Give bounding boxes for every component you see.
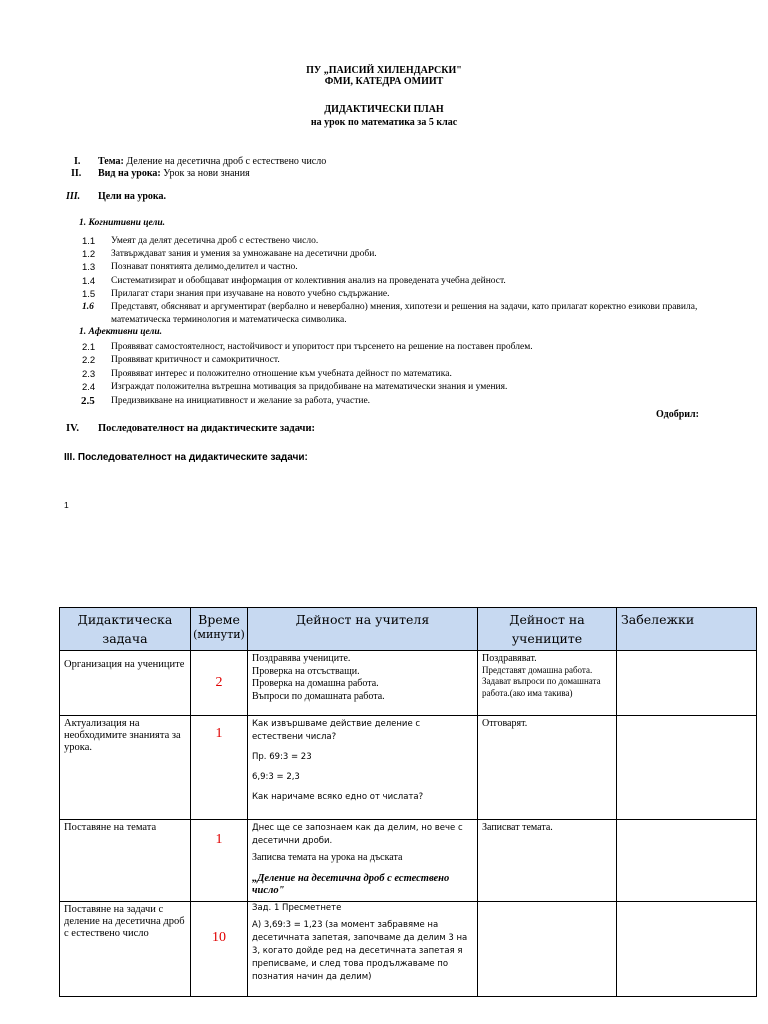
teacher-cell xyxy=(248,651,478,716)
university-name: ПУ „ПАИСИЙ ХИЛЕНДАРСКИ" xyxy=(306,65,462,76)
goal-item: Проявяват критичност и самокритичност. xyxy=(111,355,280,365)
students-cell: Записват темата. xyxy=(478,820,617,902)
header-notes: Забележки xyxy=(617,608,757,651)
goal-item: Познават понятията делимо,делител и частно. xyxy=(111,262,298,272)
table-row xyxy=(60,820,757,902)
goal-item: Предизвикване на инициативност и желание за работа, участие. xyxy=(111,396,371,406)
sequence-repeat-heading: III. Последователност на дидактическите задачи: xyxy=(64,452,308,463)
approved-label: Одобрил: xyxy=(656,409,699,420)
goal-item: Затвърждават зания и умения за умножаване на десетични дроби. xyxy=(111,249,377,259)
goal-number: 2.3 xyxy=(82,369,96,380)
goal-number: 1.2 xyxy=(82,249,96,260)
cognitive-goals-heading: 1. Когнитивни цели. xyxy=(79,218,166,228)
goal-number: 1.1 xyxy=(82,236,96,247)
page-number: 1 xyxy=(64,500,69,510)
document-title: ДИДАКТИЧЕСКИ ПЛАН xyxy=(324,104,444,115)
goal-number: 2.4 xyxy=(82,382,96,393)
lesson-type-label: Вид на урока: xyxy=(98,168,161,179)
topic-number: I. xyxy=(74,156,81,167)
table-row xyxy=(60,651,757,716)
header-students: Дейност на учениците xyxy=(478,608,617,651)
teacher-line: Поздравява учениците. xyxy=(252,653,351,664)
goals-label: Цели на урока. xyxy=(98,191,167,202)
task-cell: Поставяне на задачи с деление на десетична дроб с естествено число xyxy=(60,902,191,997)
students-cell xyxy=(478,902,617,997)
teacher-line: Записва темата на урока на дъската xyxy=(252,852,403,863)
lesson-plan-table xyxy=(59,607,757,997)
goal-number: 1.5 xyxy=(82,289,96,300)
goal-item: Изграждат положителна вътрешна мотивация за придобиване на математически знания и умения. xyxy=(111,382,508,392)
lesson-type-line xyxy=(98,167,250,180)
goal-number: 2.2 xyxy=(82,355,96,366)
teacher-line: Проверка на отсъстващи. xyxy=(252,665,360,677)
teacher-line: Днес ще се запознаем как да делим, но вече с десетични дроби. xyxy=(252,823,463,846)
teacher-line: Зад. 1 Пресметнете xyxy=(252,903,342,913)
goal-number: 1.6 xyxy=(82,302,94,312)
header-time-sub: (минути) xyxy=(193,628,245,641)
goal-item: Проявяват самостоятелност, настойчивост и упоритост при търсенето на решение на поставен проблем. xyxy=(111,342,533,352)
notes-cell xyxy=(617,902,757,997)
lesson-topic-emphasis: „Деление на десетична дроб с естествено число" xyxy=(252,872,450,896)
time-cell: 10 xyxy=(191,902,248,997)
teacher-line: 6,9:3 = 2,3 xyxy=(252,772,300,782)
task-cell: Организация на учениците xyxy=(60,651,191,716)
students-cell: Отговарят. xyxy=(478,716,617,820)
goal-item: Прилагат стари знания при изучаване на новото учебно съдържание. xyxy=(111,289,390,299)
teacher-line: А) 3,69:3 = 1,23 (за момент забравяме на десетичната запетая, започваме да делим 3 на 3, когато дойде ред на десетичната запетая я преписваме, и след това продължаваме по познатия начин да делим) xyxy=(252,920,468,982)
topic-value: Деление на десетична дроб с естествено число xyxy=(126,156,327,167)
teacher-line: Как извършваме действие деление с естествени числа? xyxy=(252,719,421,742)
teacher-cell xyxy=(248,716,478,820)
students-extra: Представят домашна работа. Задават въпроси по домашната работа.(ако има такива) xyxy=(482,664,601,698)
sequence-label: Последователност на дидактическите задачи: xyxy=(98,423,315,434)
task-cell: Актуализация на необходимите знанията за урока. xyxy=(60,716,191,820)
notes-cell xyxy=(617,716,757,820)
goal-item: Систематизират и обобщават информация от колективния анализ на проведената учебна дейност. xyxy=(111,276,506,286)
goal-number: 2.5 xyxy=(81,395,95,407)
lesson-type-number: II. xyxy=(71,168,82,179)
header-teacher: Дейност на учителя xyxy=(248,608,478,651)
topic-label: Тема: xyxy=(98,156,124,167)
students-main: Поздравяват. xyxy=(482,653,537,664)
students-cell xyxy=(478,651,617,716)
faculty-name: ФМИ, КАТЕДРА ОМИИТ xyxy=(324,76,444,87)
table-header-row xyxy=(60,608,757,651)
time-cell: 1 xyxy=(191,820,248,902)
teacher-cell xyxy=(248,902,478,997)
goal-number: 2.1 xyxy=(82,342,96,353)
goal-number: 1.4 xyxy=(82,276,96,287)
notes-cell xyxy=(617,651,757,716)
goal-item: Проявяват интерес и положително отношение към учебната дейност по математика. xyxy=(111,369,452,379)
teacher-cell xyxy=(248,820,478,902)
teacher-line: Въпроси по домашната работа. xyxy=(252,690,385,702)
goal-item: Умеят да делят десетична дроб с естествено число. xyxy=(111,236,319,246)
notes-cell xyxy=(617,820,757,902)
header-time xyxy=(191,608,248,651)
goals-number: III. xyxy=(66,191,81,202)
header-time-main: Време xyxy=(198,612,240,627)
sequence-number: IV. xyxy=(66,423,79,434)
task-cell: Поставяне на темата xyxy=(60,820,191,902)
table-row xyxy=(60,902,757,997)
document-subtitle: на урок по математика за 5 клас xyxy=(310,117,458,128)
lesson-type-value: Урок за нови знания xyxy=(163,168,250,179)
time-cell: 1 xyxy=(191,716,248,820)
table-row xyxy=(60,716,757,820)
teacher-line: Как наричаме всяко едно от числата? xyxy=(252,792,424,802)
affective-goals-heading: 1. Афективни цели. xyxy=(79,327,163,337)
goal-number: 1.3 xyxy=(82,262,96,273)
teacher-line: Проверка на домашна работа. xyxy=(252,678,379,689)
goal-item: Представят, обясняват и аргументират (вербално и невербално) мнения, хипотези и решения на задачи, като прилагат коректно езикови правила, математическа терминология и математическа символика. xyxy=(111,302,698,325)
teacher-line: Пр. 69:3 = 23 xyxy=(252,752,312,762)
header-task: Дидактическа задача xyxy=(60,608,191,651)
time-cell: 2 xyxy=(191,651,248,716)
